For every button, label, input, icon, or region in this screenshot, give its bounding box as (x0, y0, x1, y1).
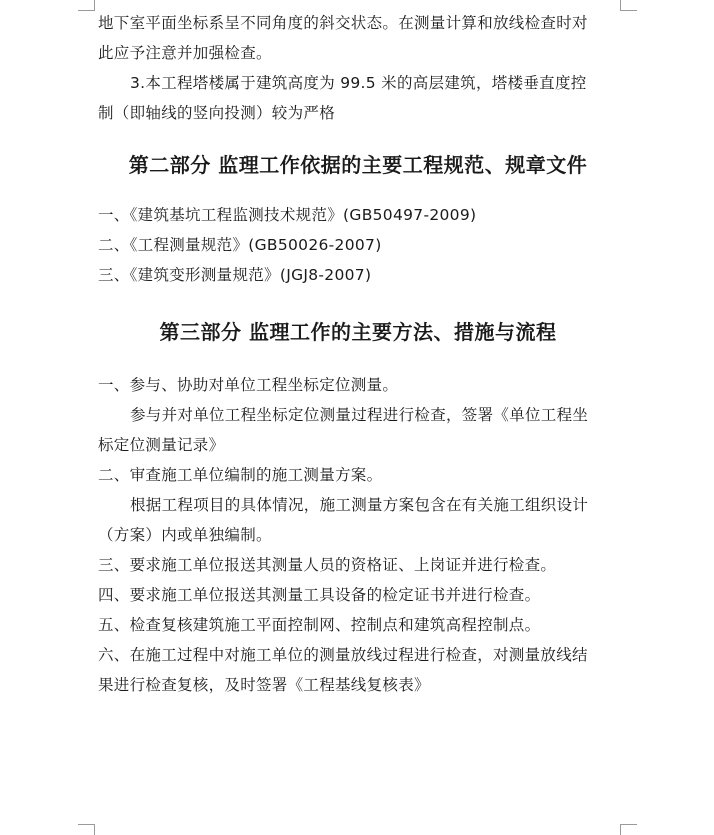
part3-item2-body-2: （方案）内或单独编制。 (98, 526, 272, 544)
part3-item6-line-2: 果进行检查复核，及时签署《工程基线复核表》 (98, 676, 430, 694)
part2-item-3: 三、《建筑变形测量规范》(JGJ8-2007) (98, 266, 372, 284)
part3-item6-line-1: 六、在施工过程中对施工单位的测量放线过程进行检查，对测量放线结 (98, 646, 588, 664)
crop-mark-bottom-left (78, 824, 95, 835)
part3-heading: 第三部分 监理工作的主要方法、措施与流程 (159, 320, 557, 344)
part3-item2-body-1: 根据工程项目的具体情况，施工测量方案包含在有关施工组织设计 (130, 496, 589, 514)
point3-line-1: 3.本工程塔楼属于建筑高度为 99.5 米的高层建筑，塔楼垂直度控 (130, 74, 587, 92)
crop-mark-bottom-right (620, 824, 637, 835)
part3-item1-body-2: 标定位测量记录》 (98, 436, 225, 454)
part3-item2-title: 二、审查施工单位编制的施工测量方案。 (98, 466, 383, 484)
crop-mark-top-right (620, 0, 637, 11)
part3-item1-body-1: 参与并对单位工程坐标定位测量过程进行检查，签署《单位工程坐 (130, 406, 589, 424)
intro-line-1: 地下室平面坐标系呈不同角度的斜交状态。在测量计算和放线检查时对 (98, 14, 588, 32)
document-body (98, 8, 618, 700)
part3-item1-title: 一、参与、协助对单位工程坐标定位测量。 (98, 376, 399, 394)
part2-item-2: 二、《工程测量规范》(GB50026-2007) (98, 236, 382, 254)
part2-item-1: 一、《建筑基坑工程监测技术规范》(GB50497-2009) (98, 206, 477, 224)
crop-mark-top-left (78, 0, 95, 11)
part3-item5: 五、检查复核建筑施工平面控制网、控制点和建筑高程控制点。 (98, 616, 541, 634)
point3-line-2: 制（即轴线的竖向投测）较为严格 (98, 104, 336, 122)
part3-item3: 三、要求施工单位报送其测量人员的资格证、上岗证并进行检查。 (98, 556, 557, 574)
intro-line-2: 此应予注意并加强检查。 (98, 44, 272, 62)
part3-item4: 四、要求施工单位报送其测量工具设备的检定证书并进行检查。 (98, 586, 541, 604)
part2-heading: 第二部分 监理工作依据的主要工程规范、规章文件 (128, 153, 588, 177)
